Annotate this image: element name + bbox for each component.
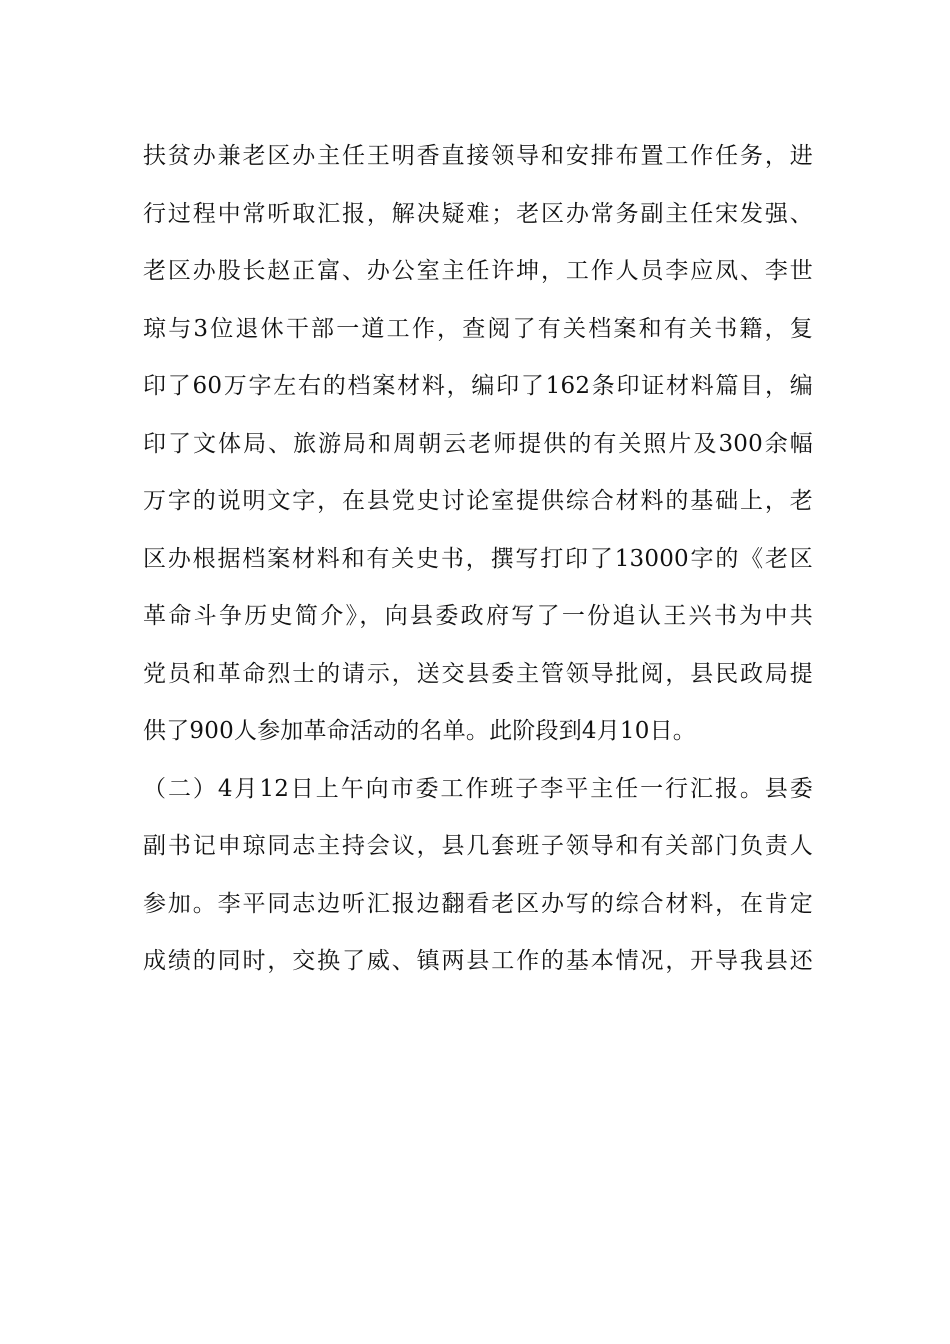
text-line: 行过程中常听取汇报，解决疑难；老区办常务副主任宋发强、 [143,200,813,227]
text-line: 印了文体局、旅游局和周朝云老师提供的有关照片及300余幅 [143,430,813,457]
text-line: 印了60万字左右的档案材料，编印了162条印证材料篇目，编 [143,373,813,399]
text-line: 扶贫办兼老区办主任王明香直接领导和安排布置工作任务，进 [143,143,813,169]
text-line: （二）4月12日上午向市委工作班子李平主任一行汇报。县委 [143,775,813,802]
text-line: 成绩的同时，交换了威、镇两县工作的基本情况，开导我县还 [143,948,813,974]
text-line: 党员和革命烈士的请示，送交县委主管领导批阅，县民政局提 [143,660,813,687]
text-line: 老区办股长赵正富、办公室主任许坤，工作人员李应凤、李世 [143,258,813,284]
text-line: 供了900人参加革命活动的名单。此阶段到4月10日。 [143,718,696,744]
text-line: 区办根据档案材料和有关史书，撰写打印了13000字的《老区 [143,545,813,572]
body-text [143,128,813,991]
text-line: 万字的说明文字，在县党史讨论室提供综合材料的基础上，老 [143,488,813,514]
text-line: 副书记申琼同志主持会议，县几套班子领导和有关部门负责人 [143,833,813,859]
text-line: 琼与3位退休干部一道工作，查阅了有关档案和有关书籍，复 [143,315,813,342]
text-line: 革命斗争历史简介》，向县委政府写了一份追认王兴书为中共 [143,603,813,629]
text-line: 参加。李平同志边听汇报边翻看老区办写的综合材料，在肯定 [143,890,813,917]
